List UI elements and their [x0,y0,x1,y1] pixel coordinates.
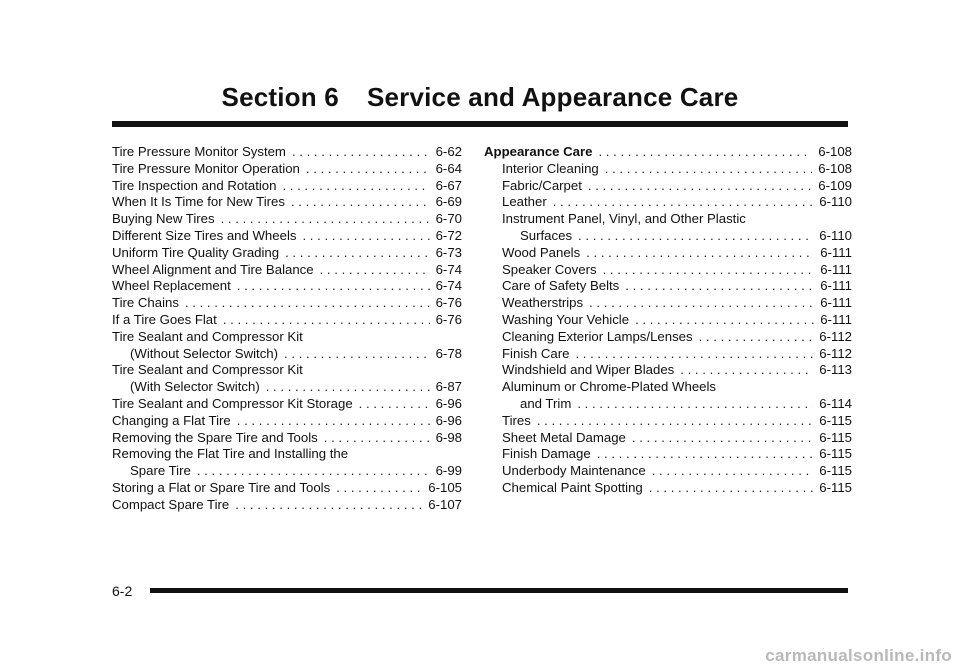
toc-entry[interactable]: Tire Chains . . . 6-76 [112,295,462,312]
toc-entry[interactable]: Tires . . . 6-115 [484,413,852,430]
toc-entry[interactable]: Interior Cleaning . . . 6-108 [484,161,852,178]
toc-entry[interactable]: Underbody Maintenance . . . 6-115 [484,463,852,480]
toc-entry[interactable]: Buying New Tires . . . 6-70 [112,211,462,228]
toc-entry[interactable]: Wheel Alignment and Tire Balance . . . 6-74 [112,262,462,279]
toc-entry[interactable]: Finish Damage . . . 6-115 [484,446,852,463]
toc-entry[interactable]: Finish Care . . . 6-112 [484,346,852,363]
toc-entry[interactable]: Surfaces . . . 6-110 [484,228,852,245]
toc-entry[interactable]: Tire Pressure Monitor System . . . 6-62 [112,144,462,161]
section-label: Section 6 [221,82,339,112]
toc-entry[interactable]: Compact Spare Tire . . . 6-107 [112,497,462,514]
toc-entry[interactable]: Uniform Tire Quality Grading . . . 6-73 [112,245,462,262]
section-title: Service and Appearance Care [366,82,739,112]
toc-entry[interactable]: Chemical Paint Spotting . . . 6-115 [484,480,852,497]
watermark: carmanualsonline.info [765,646,952,665]
toc-entry[interactable]: When It Is Time for New Tires . . . 6-69 [112,194,462,211]
toc-entry-line1[interactable]: Tire Sealant and Compressor Kit [112,328,303,344]
toc-entry-line1[interactable]: Instrument Panel, Vinyl, and Other Plastic [502,211,746,227]
toc-section-heading[interactable]: Appearance Care . . . 6-108 [484,144,852,161]
toc-entry[interactable]: Speaker Covers . . . 6-111 [484,262,852,279]
toc-entry[interactable]: If a Tire Goes Flat . . . 6-76 [112,312,462,329]
toc-entry[interactable]: Weatherstrips . . . 6-111 [484,295,852,312]
toc-entry-line1[interactable]: Tire Sealant and Compressor Kit [112,362,303,378]
toc-entry-line1[interactable]: Aluminum or Chrome-Plated Wheels [502,379,717,395]
toc-entry[interactable]: (Without Selector Switch) . . . 6-78 [112,346,462,363]
toc-entry[interactable]: Washing Your Vehicle . . . 6-111 [484,312,852,329]
toc-entry[interactable]: Tire Pressure Monitor Operation . . . 6-64 [112,161,462,178]
toc-entry-line1[interactable]: Removing the Flat Tire and Installing the [112,446,349,462]
toc-entry[interactable]: Windshield and Wiper Blades . . . 6-113 [484,362,852,379]
header-rule [112,121,848,127]
toc-entry[interactable]: (With Selector Switch) . . . 6-87 [112,379,462,396]
toc-entry[interactable]: Cleaning Exterior Lamps/Lenses . . . 6-112 [484,329,852,346]
toc-entry[interactable]: Sheet Metal Damage . . . 6-115 [484,430,852,447]
toc-entry[interactable]: Wheel Replacement . . . 6-74 [112,278,462,295]
toc-entry[interactable]: Spare Tire . . . 6-99 [112,463,462,480]
toc-entry[interactable]: Changing a Flat Tire . . . 6-96 [112,413,462,430]
toc-entry[interactable]: Wood Panels . . . 6-111 [484,245,852,262]
toc-entry[interactable]: Fabric/Carpet . . . 6-109 [484,178,852,195]
toc-right-column [484,144,852,497]
toc-entry[interactable]: Tire Inspection and Rotation . . . 6-67 [112,178,462,195]
toc-left-column [112,144,462,514]
footer-rule [150,588,848,593]
toc-entry[interactable]: Leather . . . 6-110 [484,194,852,211]
toc-entry[interactable]: and Trim . . . 6-114 [484,396,852,413]
toc-entry[interactable]: Different Size Tires and Wheels . . . 6-72 [112,228,462,245]
toc-entry[interactable]: Tire Sealant and Compressor Kit Storage . . . 6-96 [112,396,462,413]
toc-entry[interactable]: Care of Safety Belts . . . 6-111 [484,278,852,295]
page-number: 6-2 [112,583,133,599]
page-title [0,82,960,113]
toc-entry[interactable]: Removing the Spare Tire and Tools . . . 6-98 [112,430,462,447]
toc-entry[interactable]: Storing a Flat or Spare Tire and Tools . . . 6-105 [112,480,462,497]
